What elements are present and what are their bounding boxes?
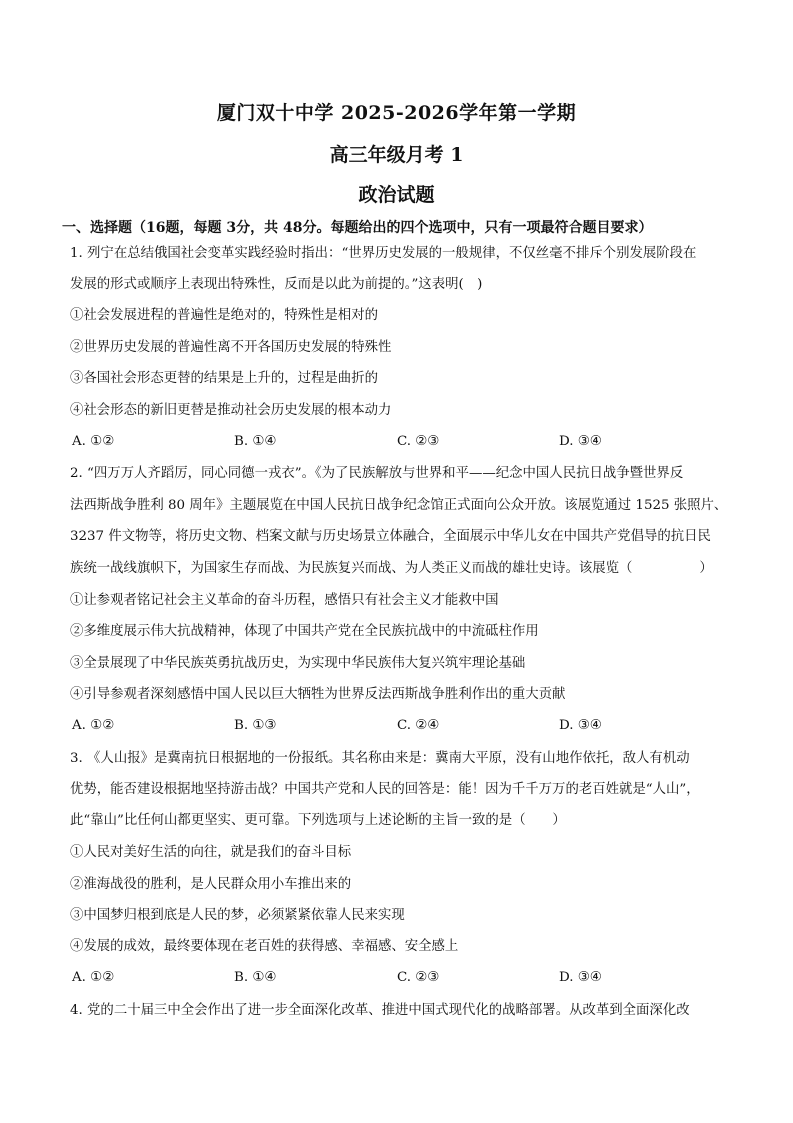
option-c[interactable]: C. ②③ xyxy=(397,970,440,985)
option-b[interactable]: B. ①③ xyxy=(234,718,277,733)
section-heading: 一、选择题（16题，每题 3分，共 48分。每题给出的四个选项中，只有一项最符合题目要求） xyxy=(62,220,653,236)
subject-title: 政治试题 xyxy=(358,184,435,206)
question-stem-line: 法西斯战争胜利 80 周年》主题展览在中国人民抗日战争纪念馆正式面向公众开放。该展览通过 1525 张照片、 xyxy=(70,498,728,513)
option-d[interactable]: D. ③④ xyxy=(559,970,602,985)
statement-item: ①人民对美好生活的向往，就是我们的奋斗目标 xyxy=(70,845,352,860)
statement-item: ①社会发展进程的普遍性是绝对的，特殊性是相对的 xyxy=(70,308,378,323)
question-stem-line: 1. 列宁在总结俄国社会变革实践经验时指出：“世界历史发展的一般规律，不仅丝毫不排斥个别发展阶段在 xyxy=(70,246,697,261)
question-stem-line: 4. 党的二十届三中全会作出了进一步全面深化改革、推进中国式现代化的战略部署。从改革到全面深化改 xyxy=(70,1003,690,1018)
statement-item: ②世界历史发展的普遍性离不开各国历史发展的特殊性 xyxy=(70,340,392,355)
question-stem-line: 2. “四万万人齐蹈厉，同心同德一戎衣”。《为了民族解放与世界和平——纪念中国人民抗日战争暨世界反 xyxy=(70,466,684,481)
option-d[interactable]: D. ③④ xyxy=(559,434,602,449)
option-a[interactable]: A. ①② xyxy=(72,970,115,985)
statement-item: ①让参观者铭记社会主义革命的奋斗历程，感悟只有社会主义才能救中国 xyxy=(70,593,499,608)
option-b[interactable]: B. ①④ xyxy=(234,434,277,449)
option-d[interactable]: D. ③④ xyxy=(559,718,602,733)
statement-item: ③各国社会形态更替的结果是上升的，过程是曲折的 xyxy=(70,371,378,386)
question-stem-line: 族统一战线旗帜下，为国家生存而战、为民族复兴而战、为人类正义而战的雄壮史诗。该展览（ ） xyxy=(70,561,713,576)
school-title: 厦门双十中学 2025-2026学年第一学期 xyxy=(216,102,577,124)
option-c[interactable]: C. ②③ xyxy=(397,434,440,449)
answer-options xyxy=(72,434,672,452)
statement-item: ④引导参观者深刻感悟中国人民以巨大牺牲为世界反法西斯战争胜利作出的重大贡献 xyxy=(70,687,566,702)
option-a[interactable]: A. ①② xyxy=(72,718,115,733)
statement-item: ②多维度展示伟大抗战精神，体现了中国共产党在全民族抗战中的中流砥柱作用 xyxy=(70,624,539,639)
option-a[interactable]: A. ①② xyxy=(72,434,115,449)
statement-item: ④发展的成效，最终要体现在老百姓的获得感、幸福感、安全感上 xyxy=(70,939,459,954)
option-c[interactable]: C. ②④ xyxy=(397,718,440,733)
question-stem-line: 3. 《人山报》是冀南抗日根据地的一份报纸。其名称由来是：冀南大平原，没有山地作依托，敌人有机动 xyxy=(70,751,690,766)
question-stem-line: 此“靠山”比任何山都更坚实、更可靠。下列选项与上述论断的主旨一致的是（ ） xyxy=(70,813,566,828)
option-b[interactable]: B. ①④ xyxy=(234,970,277,985)
answer-options xyxy=(72,970,672,988)
answer-options xyxy=(72,718,672,736)
question-stem-line: 3237 件文物等，将历史文物、档案文献与历史场景立体融合，全面展示中华儿女在中国共产党倡导的抗日民 xyxy=(70,529,711,544)
statement-item: ②淮海战役的胜利，是人民群众用小车推出来的 xyxy=(70,877,352,892)
exam-title: 高三年级月考 1 xyxy=(329,144,464,166)
statement-item: ③中国梦归根到底是人民的梦，必须紧紧依靠人民来实现 xyxy=(70,908,405,923)
question-stem-line: 优势，能否建设根据地坚持游击战？中国共产党和人民的回答是：能！因为千千万万的老百姓就是“人山”， xyxy=(70,782,700,797)
statement-item: ④社会形态的新旧更替是推动社会历史发展的根本动力 xyxy=(70,403,392,418)
question-stem-line: 发展的形式或顺序上表现出特殊性，反而是以此为前提的。”这表明( ) xyxy=(70,277,483,292)
statement-item: ③全景展现了中华民族英勇抗战历史，为实现中华民族伟大复兴筑牢理论基础 xyxy=(70,656,526,671)
